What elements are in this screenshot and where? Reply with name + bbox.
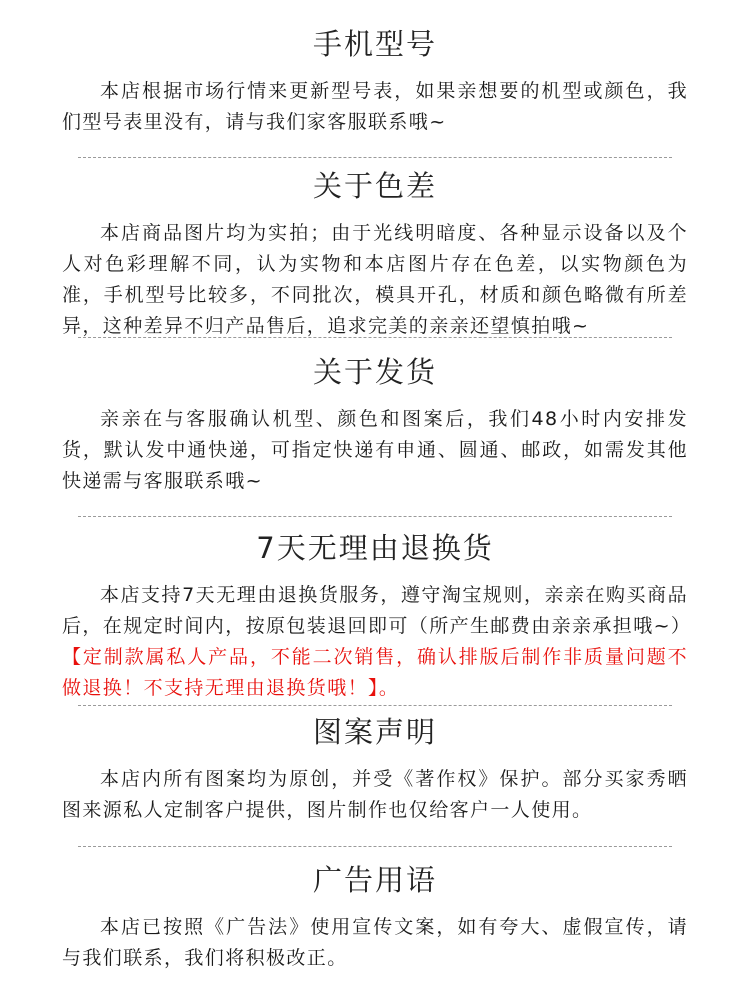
- divider: [78, 157, 672, 158]
- section-body: 本店内所有图案均为原创，并受《著作权》保护。部分买家秀晒图来源私人定制客户提供，图片制作也仅给客户一人使用。: [62, 768, 688, 821]
- section-title: 手机型号: [312, 27, 437, 61]
- section-returns: [0, 528, 750, 704]
- section-title: 图案声明: [312, 715, 437, 749]
- section-title: 关于发货: [312, 355, 437, 389]
- section-advertising-language: [0, 860, 750, 974]
- section-title: 7天无理由退换货: [256, 531, 494, 565]
- section-phone-model: [0, 24, 750, 138]
- section-body: 本店已按照《广告法》使用宣传文案，如有夸大、虚假宣传，请与我们联系，我们将积极改正。: [62, 916, 688, 969]
- section-body: 本店根据市场行情来更新型号表，如果亲想要的机型或颜色，我们型号表里没有，请与我们家客服联系哦~: [62, 80, 688, 133]
- section-shipping: [0, 352, 750, 497]
- divider: [78, 337, 672, 338]
- section-body: 亲亲在与客服确认机型、颜色和图案后，我们48小时内安排发货，默认发中通快递，可指定快递有申通、圆通、邮政，如需发其他快递需与客服联系哦~: [62, 408, 688, 492]
- section-pattern-statement: [0, 712, 750, 826]
- section-title: 关于色差: [312, 169, 437, 203]
- divider: [78, 516, 672, 517]
- divider: [78, 846, 672, 847]
- custom-order-warning: 【定制款属私人产品，不能二次销售，确认排版后制作非质量问题不做退换！不支持无理由退换货哦！】。: [62, 646, 688, 699]
- section-title: 广告用语: [312, 863, 437, 897]
- section-color-difference: [0, 166, 750, 342]
- section-body: [0, 580, 750, 704]
- divider: [78, 705, 672, 706]
- returns-text: 本店支持7天无理由退换货服务，遵守淘宝规则，亲亲在购买商品后，在规定时间内，按原包装退回即可（所产生邮费由亲亲承担哦~）: [62, 584, 692, 637]
- section-body: 本店商品图片均为实拍；由于光线明暗度、各种显示设备以及个人对色彩理解不同，认为实物和本店图片存在色差，以实物颜色为准，手机型号比较多，不同批次，模具开孔，材质和颜色略微有所差异，这种差异不归产品售后，追求完美的亲亲还望慎拍哦~: [62, 222, 688, 337]
